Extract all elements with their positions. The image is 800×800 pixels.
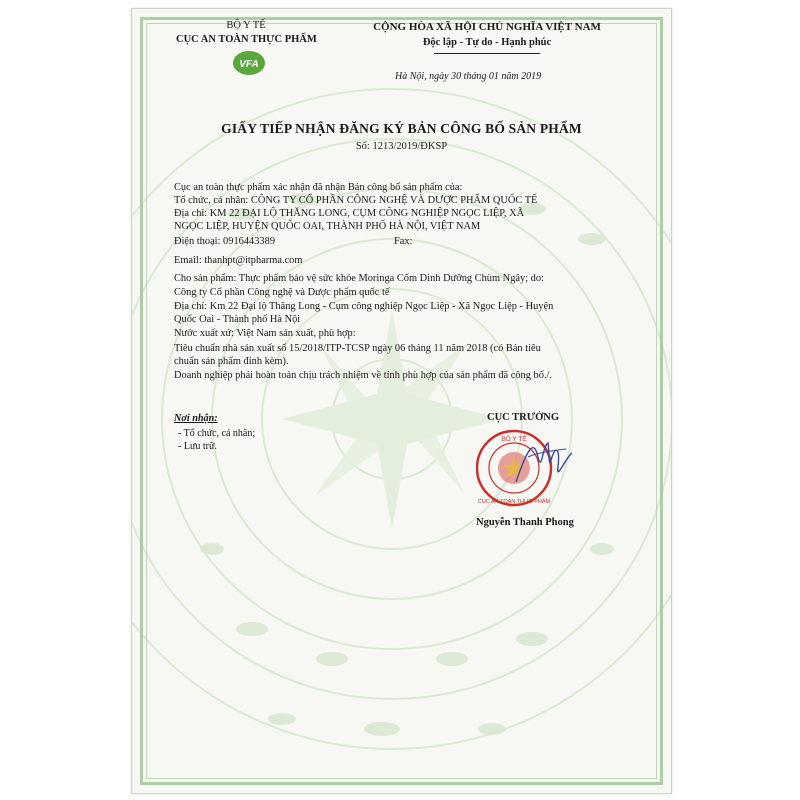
recipient-item: - Tổ chức, cá nhân; [178, 428, 256, 439]
recipient-item: - Lưu trữ. [178, 441, 217, 452]
document-title: GIẤY TIẾP NHẬN ĐĂNG KÝ BẢN CÔNG BỐ SẢN PHẨM [221, 121, 582, 136]
body-line: Cho sản phẩm: Thực phẩm bảo vệ sức khỏe Moringa Cốm Dinh Dưỡng Chùm Ngây; do: [174, 273, 544, 284]
national-motto: Độc lập - Tự do - Hạnh phúc [422, 37, 552, 48]
issuer-block [176, 19, 316, 47]
body-line: NGỌC LIỆP, HUYỆN QUỐC OAI, THÀNH PHỐ HÀ NỘI, VIỆT NAM [174, 221, 481, 232]
body-line: Tổ chức, cá nhân: CÔNG TY CỔ PHẦN CÔNG NGHỆ VÀ DƯỢC PHẨM QUỐC TẾ [174, 195, 538, 206]
body-line: Điện thoại: 0916443389 [174, 236, 276, 247]
recipients-title: Nơi nhận: [174, 413, 218, 424]
vfa-logo-icon [232, 49, 266, 77]
svg-text:VFA: VFA [239, 59, 259, 70]
body-line: chuẩn sản phẩm đính kèm). [174, 356, 289, 367]
body-line: Doanh nghiệp phải hoàn toàn chịu trách nhiệm về tính phù hợp của sản phẩm đã công bố./. [174, 370, 553, 381]
country-name: CỘNG HÒA XÃ HỘI CHỦ NGHĨA VIỆT NAM [373, 21, 601, 33]
signer-name: Nguyễn Thanh Phong [476, 517, 574, 528]
agency-name: CỤC AN TOÀN THỰC PHẨM [176, 34, 317, 45]
issue-date: Hà Nội, ngày 30 tháng 01 năm 2019 [395, 71, 542, 82]
body-line: Nước xuất xứ: Việt Nam sản xuất, phù hợp: [174, 328, 356, 339]
body-line: Tiêu chuẩn nhà sản xuất số 15/2018/ITP-TCSP ngày 06 tháng 11 năm 2018 (có Bản tiêu [174, 343, 541, 354]
document-number: Số: 1213/2019/ĐKSP [355, 141, 448, 152]
signer-position: CỤC TRƯỞNG [487, 412, 560, 423]
body-line: Địa chỉ: Km 22 Đại lộ Thăng Long - Cụm công nghiệp Ngọc Liệp - Xã Ngọc Liệp - Huyện [174, 301, 554, 312]
official-seal-icon [476, 427, 582, 509]
ministry-name: BỘ Y TẾ [226, 20, 266, 31]
seal-ring-text: CỤC AN TOÀN THỰC PHẨM [477, 499, 551, 505]
state-header [322, 19, 652, 51]
body-line: Email: thanhpt@itpharma.com [174, 255, 303, 266]
body-line: Địa chỉ: KM 22 ĐẠI LỘ THĂNG LONG, CỤM CÔNG NGHIỆP NGỌC LIỆP, XÃ [174, 208, 525, 219]
motto-underline [434, 53, 540, 54]
body-line: Công ty Cổ phần Công nghệ và Dược phẩm quốc tế [174, 287, 390, 298]
document-sheet [131, 8, 672, 794]
body-line: Quốc Oai - Thành phố Hà Nội [174, 314, 301, 325]
body-line: Cục an toàn thực phẩm xác nhận đã nhận Bản công bố sản phẩm của: [174, 182, 463, 193]
seal-top-text: BỘ Y TẾ [501, 436, 527, 443]
fax-label: Fax: [394, 236, 413, 247]
